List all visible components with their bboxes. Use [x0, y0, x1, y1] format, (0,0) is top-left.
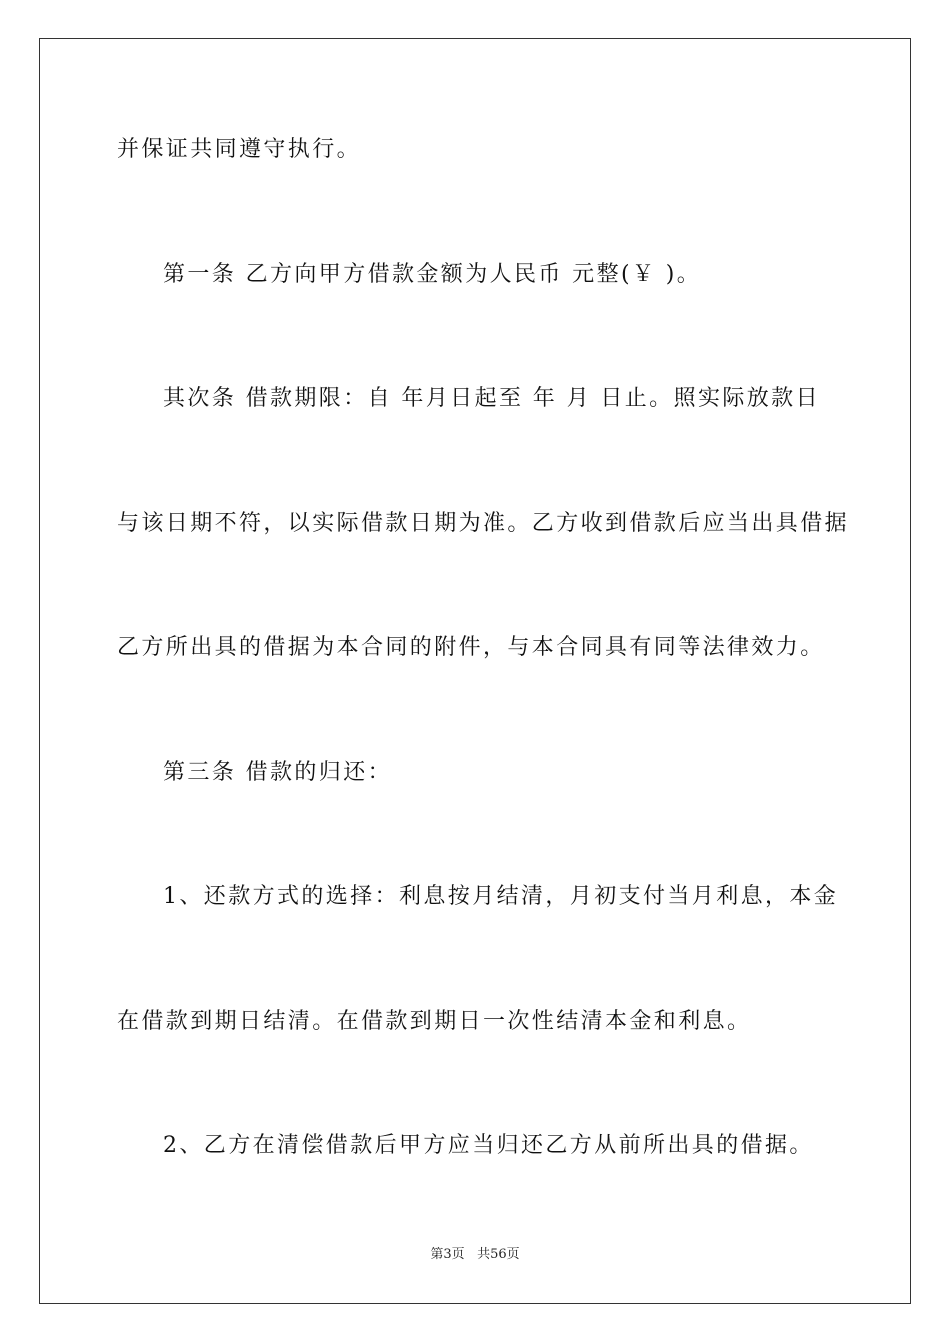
clause-three-heading: 第三条 借款的归还： [163, 760, 392, 785]
paragraph-line: 在借款到期日结清。在借款到期日一次性结清本金和利息。 [117, 1009, 752, 1034]
paragraph-line: 并保证共同遵守执行。 [117, 137, 362, 162]
clause-two-line: 其次条 借款期限：自 年月日起至 年 月 日止。照实际放款日 [163, 386, 820, 411]
repayment-item-2-line: 2、乙方在清偿借款后甲方应当归还乙方从前所出具的借据。 [163, 1133, 814, 1158]
paragraph-line: 乙方所出具的借据为本合同的附件，与本合同具有同等法律效力。 [117, 635, 825, 660]
total-pages: 共56页 [477, 1247, 520, 1262]
paragraph-line: 与该日期不符，以实际借款日期为准。乙方收到借款后应当出具借据 [117, 511, 850, 536]
page-footer [0, 1246, 950, 1264]
clause-one-line: 第一条 乙方向甲方借款金额为人民币 元整(￥ )。 [163, 262, 702, 287]
page-border [39, 38, 911, 1304]
repayment-item-1-line: 1、还款方式的选择：利息按月结清，月初支付当月利息，本金 [163, 884, 839, 909]
page-number: 第3页 [430, 1247, 465, 1262]
